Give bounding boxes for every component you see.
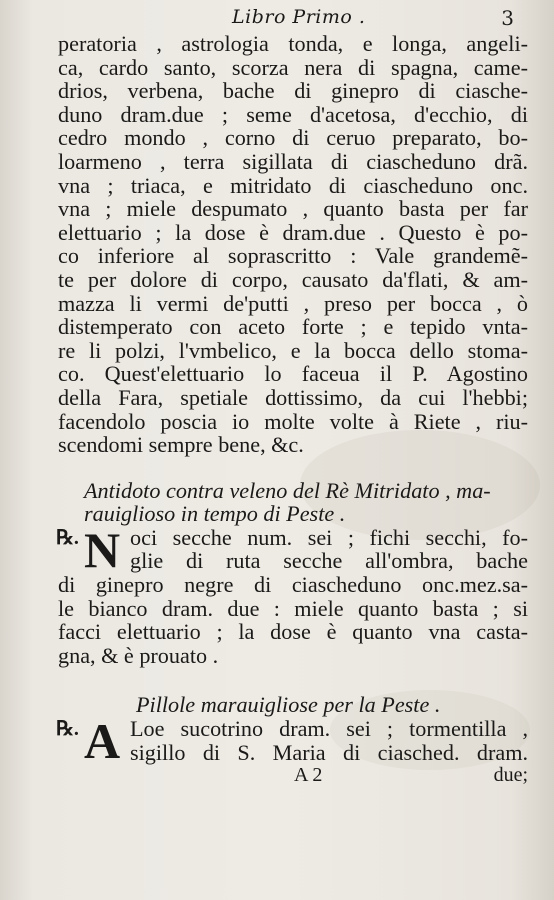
recipe-pillole — [56, 713, 528, 770]
intro-paragraph — [58, 32, 528, 457]
section-title: rauiglioso in tempo di Peste . — [84, 501, 346, 527]
text-line: duno dram.due ; seme d'acetosa, d'ecchio, di — [58, 101, 528, 127]
text-line: vna ; miele despumato , quanto basta per far — [58, 196, 528, 222]
text-line: loarmeno , terra sigillata di ciascheduno drã. — [58, 148, 528, 174]
signature-mark: A 2 — [294, 764, 323, 787]
body-text — [56, 31, 528, 787]
text-line: facci elettuario ; la dose è quanto vna casta- — [58, 619, 528, 645]
drop-cap: A — [84, 713, 121, 770]
drop-cap: N — [84, 521, 121, 578]
text-line: mazza li vermi de'putti , preso per bocca , ò — [58, 290, 528, 316]
text-line: scendomi sempre bene, &c. — [58, 432, 304, 458]
text-line: drios, verbena, bache di ginepro di ciasche- — [58, 78, 528, 104]
text-line: oci secche num. sei ; fichi secchi, fo- — [130, 524, 528, 550]
text-line: della Fara, spetiale dottissimo, da cui l'hebbi; — [58, 384, 528, 410]
text-line: Loe sucotrino dram. sei ; tormentilla , — [130, 716, 528, 742]
text-line: gna, & è prouato . — [58, 642, 219, 668]
text-line: facendolo poscia io molte volte à Riete , riu- — [58, 408, 528, 434]
text-line: sigillo di S. Maria di ciasched. dram. — [130, 739, 528, 765]
running-head: Libro Primo . — [232, 6, 366, 28]
text-line: co inferiore al soprascritto : Vale grandemẽ- — [58, 243, 528, 269]
section-title: Antidoto contra veleno del Rè Mitridato , ma- — [84, 477, 491, 503]
page-footer — [58, 764, 528, 788]
catchword: due; — [493, 764, 528, 787]
page-header — [0, 6, 554, 32]
text-line: ca, cardo santo, scorza nera di spagna, came- — [58, 54, 528, 80]
text-line: te per dolore di corpo, causato da'flati, & am- — [58, 266, 528, 292]
text-line: co. Quest'elettuario lo faceua il P. Agostino — [58, 361, 528, 387]
page-number: 3 — [501, 6, 514, 30]
text-line: le bianco dram. due : miele quanto basta ; si — [58, 595, 528, 621]
text-line: glie di ruta secche all'ombra, bache — [130, 548, 528, 574]
text-line: vna ; triaca, e mitridato di ciascheduno onc. — [58, 172, 528, 198]
text-line: elettuario ; la dose è dram.due . Questo è po- — [58, 219, 528, 245]
section-title: Pillole marauigliose per la Peste . — [136, 692, 441, 718]
text-line: cedro mondo , corno di ceruo preparato, bo- — [58, 125, 528, 151]
recipe-symbol: ℞. — [56, 718, 79, 741]
text-line: distemperato con aceto forte ; e tepido vnta- — [58, 314, 528, 340]
recipe-symbol: ℞. — [56, 526, 79, 549]
recipe-mitridato — [56, 521, 528, 668]
text-line: di ginepro negre di ciascheduno onc.mez.sa- — [58, 572, 528, 598]
text-line: re li polzi, l'vmbelico, e la bocca dello stoma- — [58, 337, 528, 363]
text-line: peratoria , astrologia tonda, e longa, angeli- — [58, 31, 528, 56]
